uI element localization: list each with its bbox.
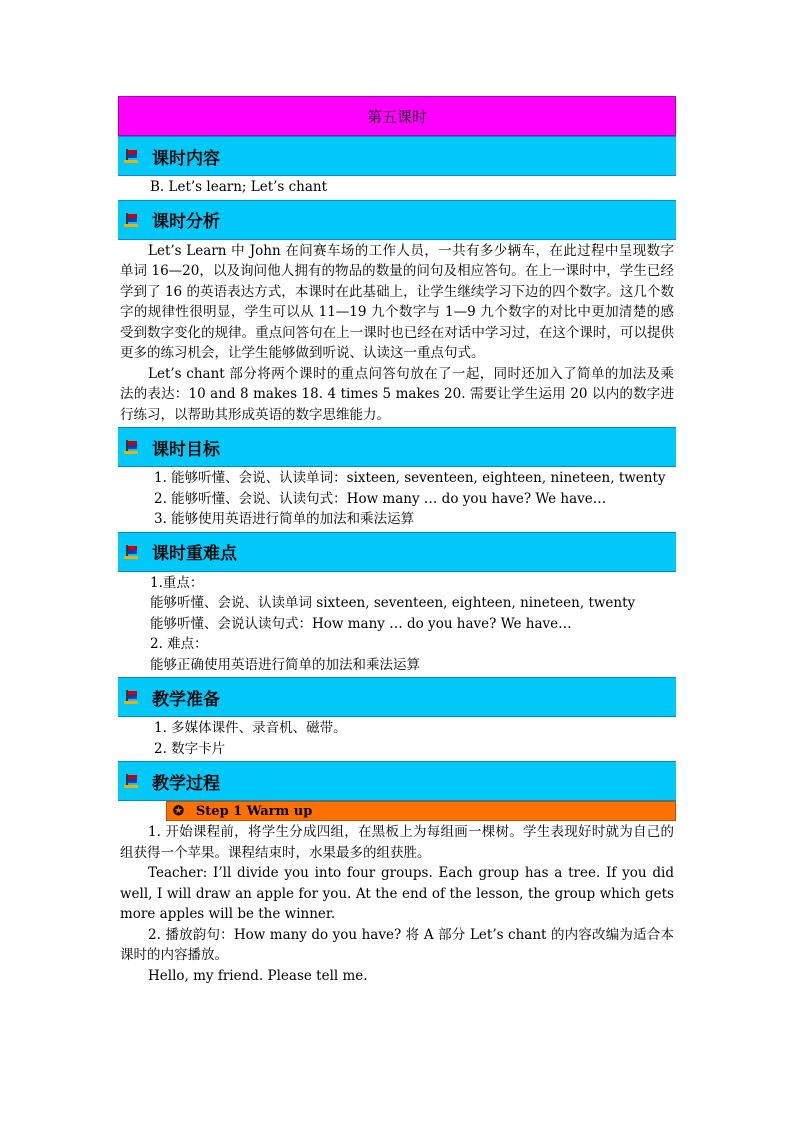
step-label: Step 1 Warm up — [195, 803, 313, 819]
preparation-item: 2. 数字卡片 — [154, 740, 226, 757]
goal-item: 1. 能够听懂、会说、认读单词：sixteen, seventeen, eighteen, nineteen, twenty — [154, 470, 666, 486]
star-circle-icon: ✪ — [173, 803, 184, 819]
lesson-title: 第五课时 — [118, 96, 676, 136]
section-heading-label: 课时重难点 — [152, 544, 237, 564]
section-body-key-points — [118, 572, 676, 678]
key-point-line: 1.重点： — [150, 574, 204, 591]
key-point-line: 能够正确使用英语进行简单的加法和乘法运算 — [150, 656, 420, 673]
goal-item: 3. 能够使用英语进行简单的加法和乘法运算 — [154, 511, 415, 527]
section-heading-content — [118, 136, 676, 176]
flag-icon — [124, 149, 138, 163]
process-paragraph: Teacher: I’ll divide you into four groups. Each group has a tree. If you did well, I will draw an apple for you. At the end of the lesson, the group which gets more apples will be the winner. — [120, 865, 674, 922]
section-heading-process — [118, 761, 676, 801]
section-heading-label: 课时分析 — [152, 212, 220, 232]
flag-icon — [124, 545, 138, 559]
section-body-analysis — [118, 240, 676, 428]
flag-icon — [124, 213, 138, 227]
section-heading-label: 课时内容 — [152, 148, 220, 169]
section-heading-key-points — [118, 532, 676, 572]
goal-item: 2. 能够听懂、会说、认读句式：How many … do you have? We have… — [154, 490, 607, 507]
section-body-preparation — [118, 717, 676, 761]
section-heading-preparation — [118, 677, 676, 717]
key-point-line: 2. 难点： — [150, 636, 208, 652]
process-paragraph: 1. 开始课程前，将学生分成四组，在黑板上为每组画一棵树。学生表现好时就为自己的组获得一个苹果。课程结束时，水果最多的组获胜。 — [120, 824, 674, 861]
lesson-page — [118, 96, 676, 988]
section-heading-label: 教学准备 — [152, 689, 220, 710]
flag-icon — [124, 774, 138, 788]
analysis-paragraph: Let’s chant 部分将两个课时的重点问答句放在了一起，同时还加入了简单的加法及乘法的表达：10 and 8 makes 18. 4 times 5 makes 20. 需要让学生运用 20 以内的数字进行练习，以帮助其形成英语的数字思维能力。 — [120, 365, 674, 423]
section-heading-goals — [118, 427, 676, 467]
content-line: B. Let’s learn; Let’s chant — [150, 179, 328, 195]
process-paragraph: Hello, my friend. Please tell me. — [148, 967, 368, 984]
section-heading-label: 教学过程 — [152, 773, 220, 794]
section-body-process — [118, 821, 676, 988]
section-body-content — [118, 176, 676, 200]
step-bar — [166, 801, 676, 821]
analysis-paragraph: Let’s Learn 中 John 在问赛车场的工作人员，一共有多少辆车，在此过程中呈现数字单词 16—20，以及询问他人拥有的物品的数量的问句及相应答句。在上一课时中，学生已经学到了 16 的英语表达方式，本课时在此基础上，让学生继续学习下边的四个数字。这几个数字的规律性很明显，学生可以从 11—19 九个数字与 1—9 九个数字的对比中更加清楚的感受到数字变化的规律。重点问答句在上一课时也已经在对话中学习过，在这个课时，可以提供更多的练习机会，让学生能够做到听说、认读这一重点句式。 — [120, 242, 674, 361]
flag-icon — [124, 440, 138, 454]
section-body-goals — [118, 467, 676, 532]
preparation-item: 1. 多媒体课件、录音机、磁带。 — [154, 720, 347, 736]
process-paragraph: 2. 播放韵句：How many do you have? 将 A 部分 Let’s chant 的内容改编为适合本课时的内容播放。 — [120, 926, 674, 963]
key-point-line: 能够听懂、会说、认读单词 sixteen, seventeen, eighteen, nineteen, twenty — [150, 595, 636, 611]
flag-icon — [124, 690, 138, 704]
key-point-line: 能够听懂、会说认读句式：How many … do you have? We have… — [150, 615, 572, 632]
section-heading-analysis — [118, 200, 676, 240]
section-heading-label: 课时目标 — [152, 439, 220, 460]
